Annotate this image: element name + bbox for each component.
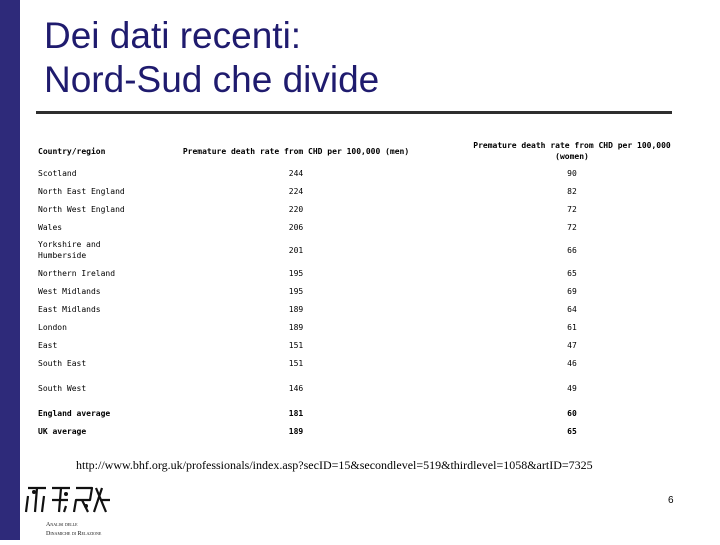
cell-region: Wales [38,222,63,232]
cell-women: 46 [567,358,577,368]
cell-women: 72 [567,222,577,232]
cell-region: East Midlands [38,304,101,314]
cell-men: 151 [288,340,304,350]
cell-women: 61 [567,322,577,332]
table-row [36,338,696,352]
header-men: Premature death rate from CHD per 100,000 (men) [182,146,410,156]
cell-region: England average [38,408,111,418]
cell-women: 90 [567,168,577,178]
cell-men: 189 [288,322,304,332]
title-divider [36,111,672,114]
cell-men: 189 [288,304,304,314]
slide-accent-bar [0,0,20,540]
logo-text-line2: Dinamiche di Relazione [46,531,102,537]
cell-region: London [38,322,67,332]
cell-region: North West England [38,204,125,214]
header-region: Country/region [38,146,106,156]
table-row [36,266,696,280]
table-row [36,302,696,316]
cell-region: Yorkshire and Humberside [38,240,101,260]
cell-region: South East [38,358,87,368]
table-row [36,356,696,370]
cell-region: West Midlands [38,286,101,296]
table-row-uk-average [36,424,696,438]
cell-region: UK average [38,426,87,436]
cell-region: North East England [38,186,125,196]
cell-region: Scotland [38,168,77,178]
cell-region: Northern Ireland [38,268,116,278]
logo-mark-icon [22,482,132,540]
cell-men: 189 [288,426,304,436]
table-row [36,166,696,180]
cell-women: 72 [567,204,577,214]
table-row [36,202,696,216]
cell-women: 82 [567,186,577,196]
cell-men: 195 [288,268,304,278]
table-row [36,284,696,298]
cell-women: 66 [567,245,577,255]
cell-region: East [38,340,58,350]
cell-women: 69 [567,286,577,296]
table-row [36,381,696,395]
cell-men: 224 [288,186,304,196]
cell-region: South West [38,383,87,393]
table-row [36,238,696,262]
table-row [36,220,696,234]
cell-women: 49 [567,383,577,393]
table-header-row [36,140,696,162]
cell-women: 65 [567,268,577,278]
cell-women: 60 [567,408,577,418]
cell-men: 181 [288,408,304,418]
cell-men: 146 [288,383,304,393]
cell-men: 201 [288,245,304,255]
slide-title [44,14,664,102]
cell-men: 151 [288,358,304,368]
institution-logo [22,482,132,540]
logo-text-line1: Analisi delle [46,522,78,528]
cell-women: 65 [567,426,577,436]
cell-women: 64 [567,304,577,314]
title-line-2: Nord-Sud che divide [44,59,380,100]
header-women: Premature death rate from CHD per 100,000 (women) [473,141,671,161]
cell-men: 244 [288,168,304,178]
source-url: http://www.bhf.org.uk/professionals/index.asp?secID=15&secondlevel=519&thirdlevel=1058&artID=7325 [76,458,593,472]
table-row [36,320,696,334]
cell-men: 195 [288,286,304,296]
table-row-england-average [36,406,696,420]
cell-men: 206 [288,222,304,232]
title-line-1: Dei dati recenti: [44,15,302,56]
cell-men: 220 [288,204,304,214]
cell-women: 47 [567,340,577,350]
page-number: 6 [668,495,674,506]
table-row [36,184,696,198]
